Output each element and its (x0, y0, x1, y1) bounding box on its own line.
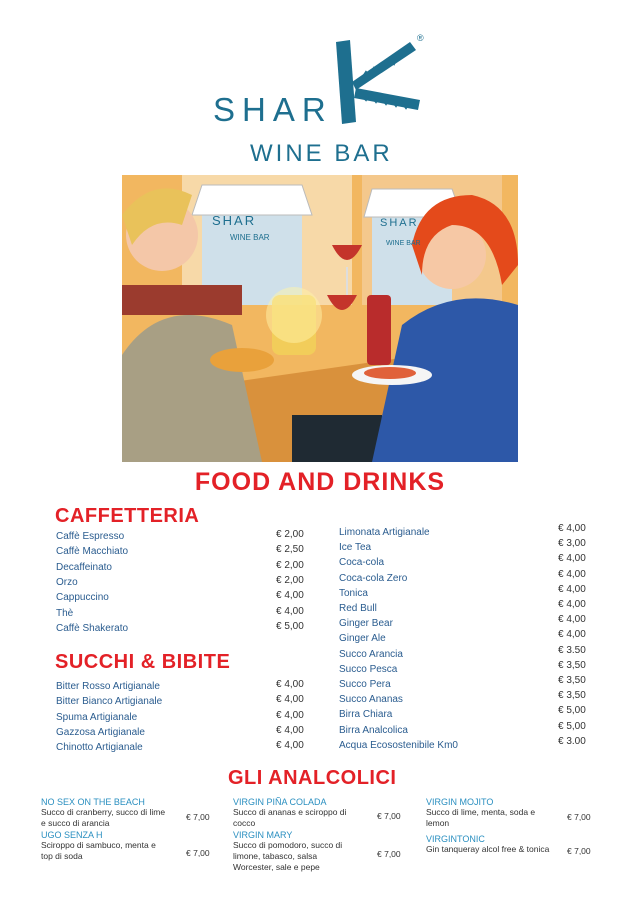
analcolici-title: GLI ANALCOLICI (228, 767, 397, 789)
menu-item-price: € 4,00 (558, 568, 586, 580)
sign-right-word: SHAR (380, 217, 419, 229)
menu-item-price: € 4,00 (276, 679, 304, 690)
menu-item-price: € 2,00 (276, 559, 304, 571)
menu-item-name: Bitter Bianco Artigianale (56, 696, 163, 708)
menu-item-name: Succo Arancia (339, 648, 403, 660)
menu-item-price: € 4,00 (276, 724, 304, 736)
drink-name: VIRGINTONIC (426, 834, 485, 844)
menu-item-name: Red Bull (339, 603, 377, 614)
drink-price: € 7,00 (377, 849, 401, 859)
drink-name: VIRGIN MARY (233, 830, 293, 840)
menu-item-name: Caffè Espresso (56, 531, 125, 542)
menu-item-name: Gazzosa Artigianale (56, 726, 145, 738)
sign-left-sub: WINE BAR (230, 233, 270, 242)
menu-item-name: Birra Analcolica (339, 724, 408, 736)
drink-price: € 7,00 (567, 812, 591, 822)
menu-item-price: € 2,00 (276, 574, 304, 586)
menu-item-price: € 3,50 (558, 659, 586, 671)
menu-item-price: € 4,00 (276, 694, 304, 706)
menu-item-price: € 3.50 (558, 644, 586, 656)
menu-item-price: € 5,00 (558, 720, 586, 732)
drink-description: Succo di lime, menta, soda e lemon (426, 807, 536, 828)
menu-item-name: Bitter Rosso Artigianale (56, 681, 160, 692)
sign-left-word: SHAR (212, 213, 257, 228)
menu-item-name: Succo Ananas (339, 694, 403, 706)
menu-item-price: € 4,00 (558, 523, 586, 534)
menu-item-price: € 5,00 (558, 705, 586, 717)
registered-mark: ® (417, 33, 424, 43)
drink-name: UGO SENZA H (41, 830, 103, 840)
menu-item-name: Cappuccino (56, 592, 109, 604)
drink-price: € 7,00 (186, 848, 210, 858)
menu-item-name: Thè (56, 607, 74, 619)
menu-item-name: Limonata Artigianale (339, 527, 430, 538)
menu-item-name: Chinotto Artigianale (56, 742, 143, 754)
menu-item-price: € 4,00 (276, 709, 304, 721)
drink-name: NO SEX ON THE BEACH (41, 797, 145, 807)
menu-item-price: € 4,00 (558, 553, 586, 565)
menu-item-price: € 2,50 (276, 544, 304, 556)
cafe-illustration (122, 175, 518, 462)
menu-item-price: € 4,00 (276, 605, 304, 617)
menu-item-name: Acqua Ecosostenibile Km0 (339, 739, 458, 751)
sign-right-sub: WINE BAR (386, 240, 421, 247)
succhi-title: SUCCHI & BIBITE (55, 651, 231, 673)
menu-item-price: € 4,00 (558, 629, 586, 641)
logo-subtitle: WINE BAR (250, 140, 393, 167)
drink-description: Sciroppo di sambuco, menta e top di soda (41, 840, 156, 861)
drink-description: Succo di pomodoro, succo di limone, tabasco, salsa Worcester, sale e pepe (233, 840, 343, 872)
menu-item-name: Caffè Shakerato (56, 622, 129, 634)
drink-name: VIRGIN MOJITO (426, 797, 494, 807)
shark-logo (0, 0, 640, 167)
menu-item-name: Ginger Ale (339, 633, 386, 645)
menu-item-price: € 3,00 (558, 538, 586, 550)
menu-item-price: € 3.00 (558, 735, 586, 747)
page-title: FOOD AND DRINKS (194, 468, 446, 496)
menu-item-name: Succo Pesca (339, 663, 398, 675)
menu-item-name: Coca-cola (339, 557, 385, 569)
menu-item-name: Orzo (56, 576, 78, 588)
menu-item-name: Ice Tea (339, 542, 372, 554)
logo-wordmark: SHAR (213, 91, 333, 128)
menu-item-price: € 3,50 (558, 675, 586, 686)
menu-item-price: € 4,00 (276, 590, 304, 602)
drink-name: VIRGIN PIÑA COLADA (233, 797, 327, 807)
caffetteria-title: CAFFETTERIA (55, 505, 200, 527)
illustration-art (122, 175, 518, 462)
menu-item-name: Coca-cola Zero (339, 572, 408, 584)
menu-item-name: Spuma Artigianale (56, 711, 138, 723)
drink-description: Succo di cranberry, succo di lime e succo di arancia (41, 807, 166, 828)
drink-price: € 7,00 (186, 812, 210, 822)
shark-k-icon (330, 36, 430, 131)
menu-item-name: Birra Chiara (339, 709, 393, 721)
menu-item-name: Tonica (339, 587, 368, 599)
menu-item-price: € 4,00 (558, 614, 586, 626)
drink-price: € 7,00 (377, 811, 401, 821)
drink-price: € 7,00 (567, 846, 591, 856)
menu-item-price: € 4,00 (558, 599, 586, 610)
menu-item-price: € 2,00 (276, 529, 304, 540)
menu-item-name: Succo Pera (339, 679, 391, 690)
menu-item-price: € 5,00 (276, 620, 304, 632)
drink-description: Succo di ananas e sciroppo di cocco (233, 807, 347, 828)
menu-item-price: € 4,00 (558, 583, 586, 595)
menu-item-name: Ginger Bear (339, 618, 393, 630)
menu-item-price: € 4,00 (276, 740, 304, 752)
menu-item-name: Decaffeinato (56, 561, 112, 573)
menu-item-name: Caffè Macchiato (56, 546, 129, 558)
menu-item-price: € 3,50 (558, 690, 586, 702)
drink-description: Gin tanqueray alcol free & tonica (426, 844, 550, 854)
